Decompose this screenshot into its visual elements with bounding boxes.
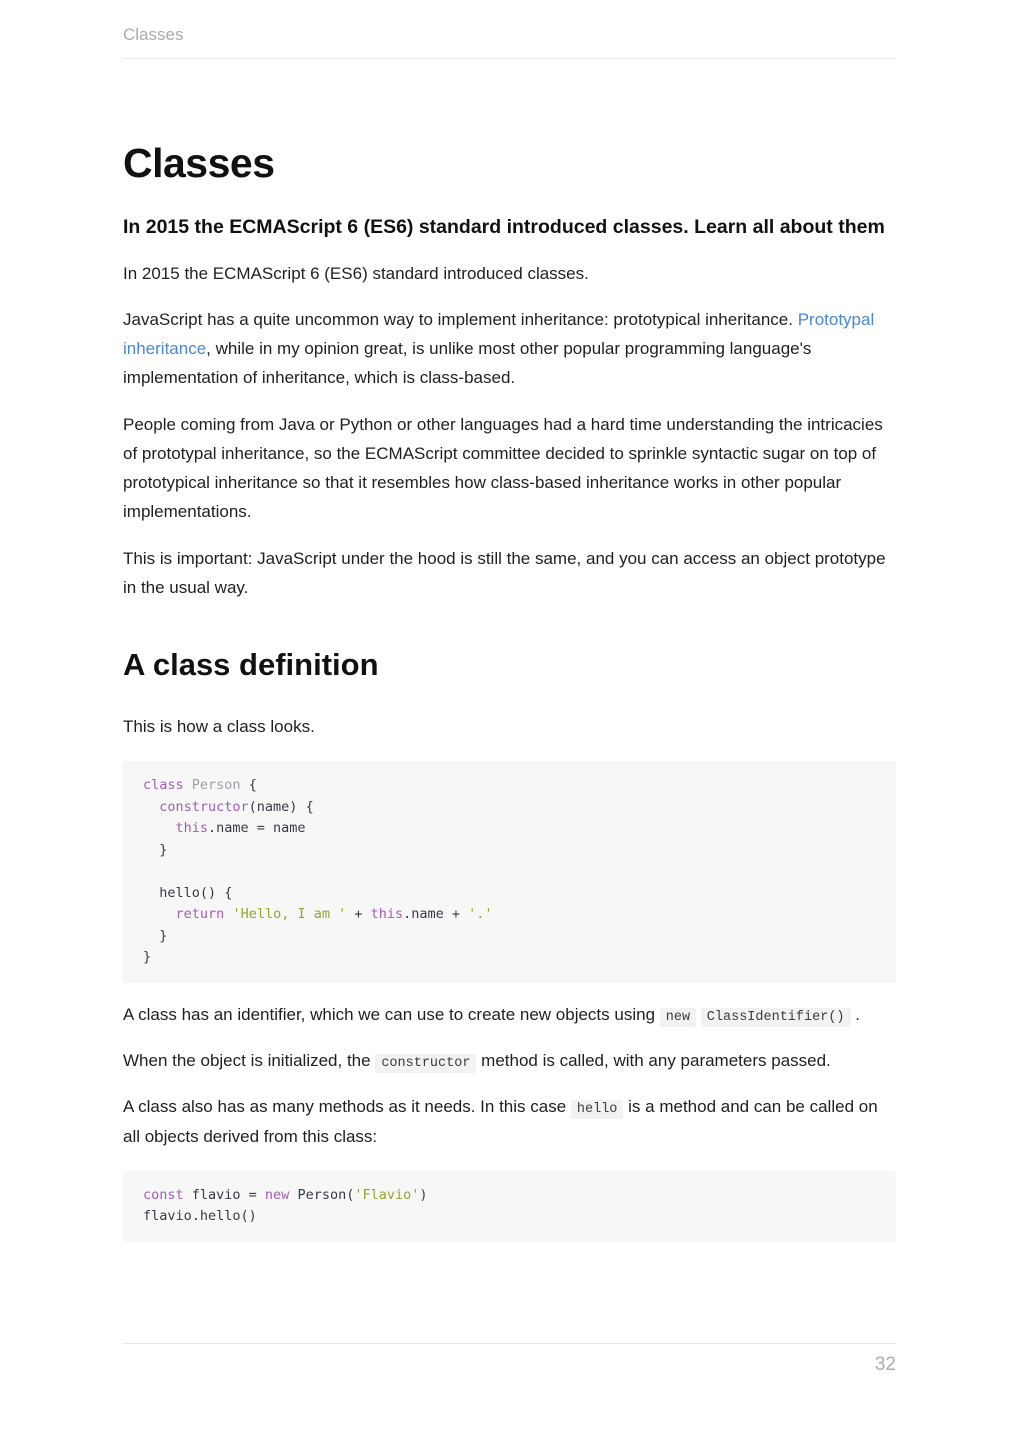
code-token: new xyxy=(264,1186,290,1203)
code-line xyxy=(143,797,876,819)
paragraph-methods xyxy=(123,1092,896,1150)
code-token xyxy=(143,820,176,836)
text-run: . xyxy=(850,1004,860,1024)
code-line xyxy=(143,818,876,840)
text-run: method is called, with any parameters passed. xyxy=(476,1051,831,1071)
text-run: This is how a class looks. xyxy=(123,717,315,737)
code-token: .name + xyxy=(403,906,469,923)
code-token: 'Hello, I am ' xyxy=(232,906,347,923)
code-block-instantiation xyxy=(123,1171,896,1242)
code-token: } xyxy=(143,927,168,944)
inline-code: hello xyxy=(571,1100,624,1119)
code-token: flavio.hello() xyxy=(143,1208,257,1225)
running-header-title: Classes xyxy=(123,25,184,44)
code-token: } xyxy=(143,841,168,858)
code-token: flavio = xyxy=(183,1186,265,1203)
code-token: 'Flavio' xyxy=(354,1186,420,1203)
code-token: .name = name xyxy=(208,820,306,837)
page-content xyxy=(123,140,896,1242)
page-title: Classes xyxy=(123,140,275,186)
inline-code: constructor xyxy=(375,1054,476,1073)
paragraph-inheritance xyxy=(123,305,896,393)
paragraph-identifier xyxy=(123,1000,896,1029)
page-number: 32 xyxy=(874,1354,896,1375)
text-run: A class also has as many methods as it needs. In this case xyxy=(123,1097,571,1117)
code-token xyxy=(143,799,159,815)
code-line xyxy=(143,947,876,969)
subtitle: In 2015 the ECMAScript 6 (ES6) standard introduced classes. Learn all about them xyxy=(123,216,885,238)
code-token: } xyxy=(143,949,152,966)
page-footer xyxy=(123,1343,896,1376)
paragraph-constructor xyxy=(123,1046,896,1075)
code-line xyxy=(143,1185,876,1207)
code-token: return xyxy=(175,906,225,923)
paragraph-lead xyxy=(123,712,896,741)
code-token: this xyxy=(370,906,404,923)
paragraph-java-python xyxy=(123,410,896,527)
code-line xyxy=(143,775,876,797)
text-run: People coming from Java or Python or other languages had a hard time understanding the intricacies of prototypal inheritance, so the ECMAScript committee decided to sprinkle syntactic sugar on top of prototypical inheritance so that it resembles how class-based inheritance works in other popular implementations. xyxy=(123,414,883,522)
code-token: Person xyxy=(191,777,241,794)
code-token: this xyxy=(175,820,209,837)
code-token: (name) { xyxy=(248,798,314,815)
code-line xyxy=(143,904,876,926)
text-run: is a method and can be called on all objects derived from this class: xyxy=(123,1097,878,1146)
code-token xyxy=(143,906,176,922)
inline-link[interactable]: Prototypal inheritance xyxy=(123,309,875,359)
code-token xyxy=(184,777,192,793)
text-run: JavaScript has a quite uncommon way to implement inheritance: prototypical inheritance. xyxy=(123,309,798,329)
text-run: , while in my opinion great, is unlike most other popular programming language's implementation of inheritance, which is class-based. xyxy=(123,339,812,388)
code-block-class-definition xyxy=(123,761,896,983)
text-run: When the object is initialized, the xyxy=(123,1051,376,1071)
paragraph-intro xyxy=(123,259,896,288)
code-token: hello() { xyxy=(143,884,233,901)
code-line xyxy=(143,840,876,862)
page-header xyxy=(123,0,896,59)
code-token: { xyxy=(240,777,257,794)
code-token: + xyxy=(346,906,371,923)
text-run: This is important: JavaScript under the hood is still the same, and you can access an object prototype in the usual way. xyxy=(123,548,886,597)
inline-code: ClassIdentifier() xyxy=(701,1008,851,1027)
code-token: constructor xyxy=(159,798,249,815)
inline-code: new xyxy=(660,1008,696,1027)
code-token: const xyxy=(143,1186,184,1203)
code-line xyxy=(143,883,876,905)
text-run: In 2015 the ECMAScript 6 (ES6) standard introduced classes. xyxy=(123,263,589,283)
code-token: '.' xyxy=(468,906,493,923)
paragraph-important xyxy=(123,544,896,602)
code-token: class xyxy=(143,777,184,794)
section-heading: A class definition xyxy=(123,647,379,683)
code-line xyxy=(143,861,876,883)
code-token: Person( xyxy=(289,1186,355,1203)
code-line xyxy=(143,926,876,948)
code-token: ) xyxy=(419,1186,428,1203)
text-run: A class has an identifier, which we can use to create new objects using xyxy=(123,1004,660,1024)
code-line xyxy=(143,1206,876,1228)
